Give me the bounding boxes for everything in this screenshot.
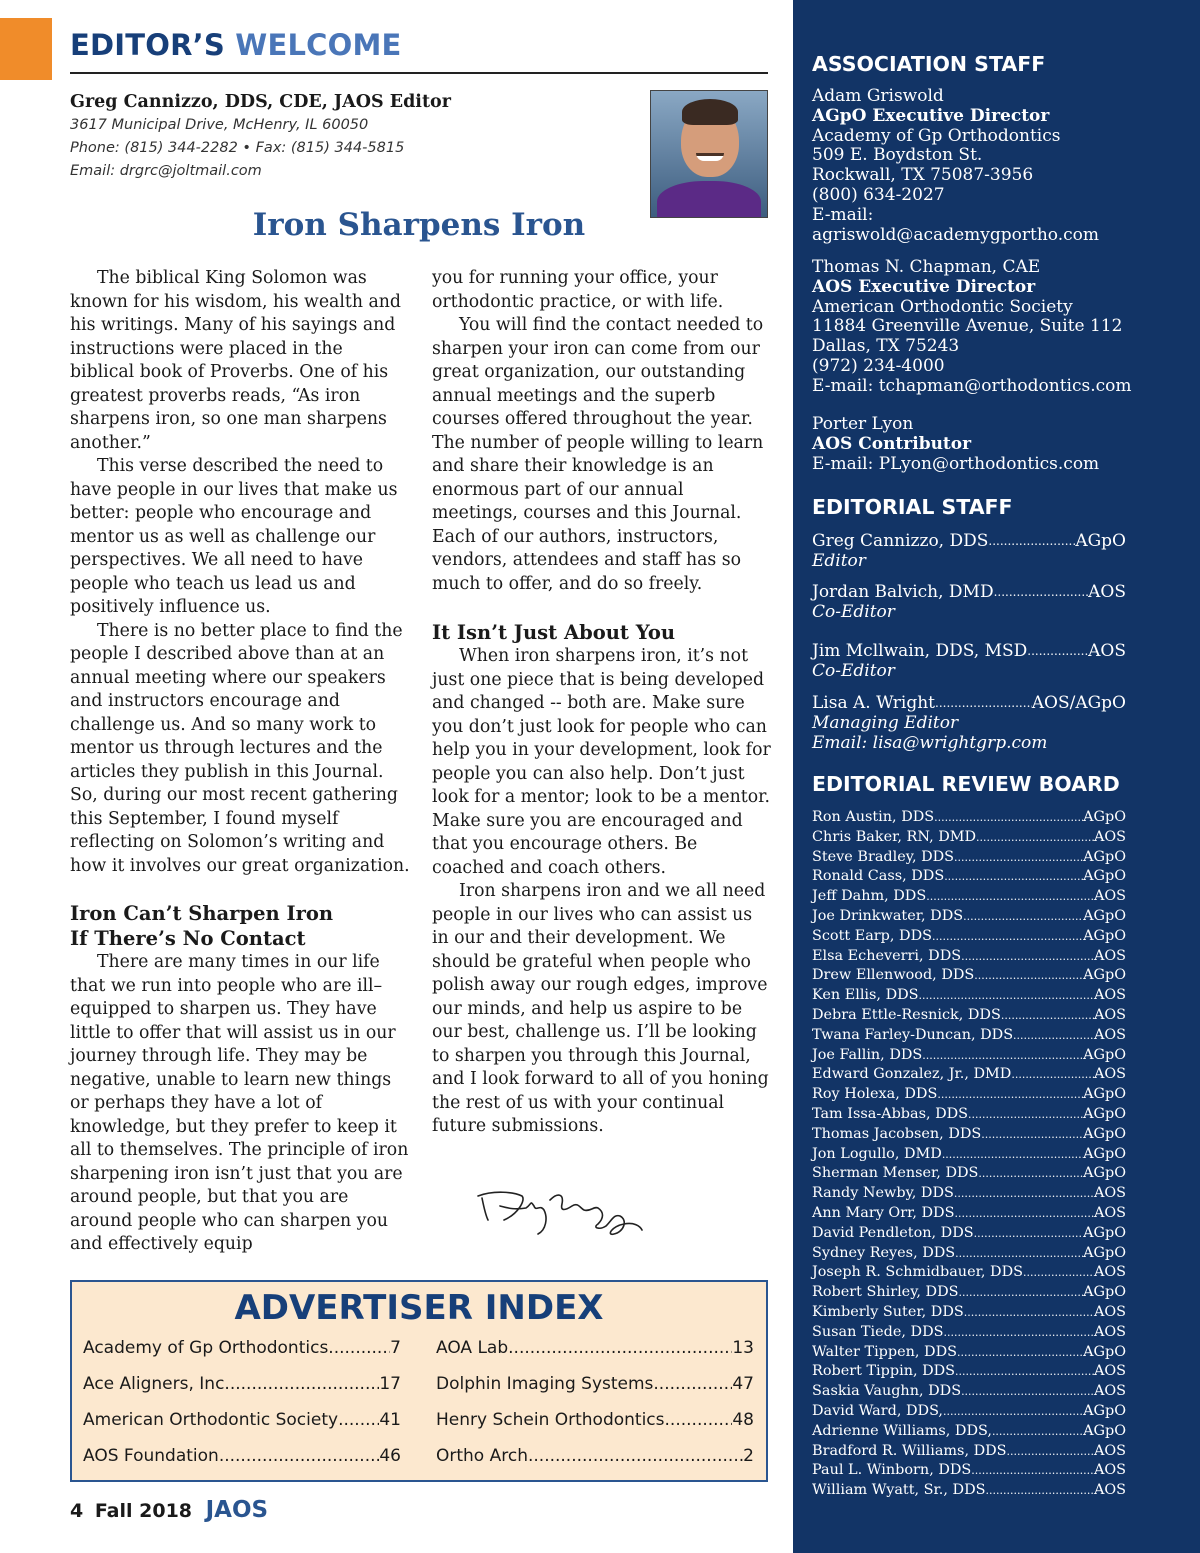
review-board-row — [812, 1125, 1126, 1145]
reviewer-name: Thomas Jacobsen, DDS — [812, 1125, 982, 1142]
page-number: 4 — [70, 1500, 84, 1522]
review-board-row — [812, 986, 1126, 1006]
reviewer-name: Steve Bradley, DDS — [812, 848, 955, 865]
staff-entry — [812, 415, 1192, 474]
subheading — [70, 901, 412, 951]
review-board-row — [812, 1184, 1126, 1204]
reviewer-org: AOS — [1093, 828, 1126, 845]
advertiser-name: AOA Lab — [436, 1338, 509, 1358]
review-board-row — [812, 1204, 1126, 1224]
editor-staff-role: Editor — [812, 551, 866, 571]
reviewer-org: AOS — [1093, 1185, 1126, 1202]
reviewer-org: AOS — [1093, 1006, 1126, 1023]
advertiser-page: 47 — [732, 1374, 754, 1394]
reviewer-org: AOS — [1093, 1066, 1126, 1083]
reviewer-org: AGpO — [1083, 907, 1126, 924]
reviewer-name: Scott Earp, DDS — [812, 927, 932, 944]
advertiser-index-title: ADVERTISER INDEX — [234, 1288, 604, 1328]
advertiser-page: 7 — [390, 1338, 401, 1358]
paragraph: You will find the contact needed to sharpen your iron can come from our great organization, our outstanding annual meetings and the superb courses offered throughout the year. The number of people willing to learn and share their knowledge is an enormous part of our annual meetings, courses and this Journal. Each of our authors, instructors, vendors, attendees and staff has so much to offer, and do so freely. — [432, 315, 764, 594]
staff-email: agriswold@academygportho.com — [812, 224, 1099, 245]
editor-staff-name: Greg Cannizzo, DDS — [812, 531, 989, 551]
advertiser-entry — [83, 1338, 401, 1358]
advertiser-page: 17 — [379, 1374, 401, 1394]
review-board-row — [812, 1343, 1126, 1363]
reviewer-name: Bradford R. Williams, DDS — [812, 1442, 1007, 1459]
advertiser-page: 48 — [732, 1410, 754, 1430]
advertiser-entry — [436, 1338, 754, 1358]
reviewer-org: AOS — [1093, 1462, 1126, 1479]
review-board-row — [812, 947, 1126, 967]
section-heading — [70, 28, 402, 62]
staff-title: AOS Executive Director — [812, 276, 1036, 297]
reviewer-name: Joe Fallin, DDS — [812, 1046, 923, 1063]
reviewer-org: AOS — [1093, 1204, 1126, 1221]
reviewer-org: AOS — [1093, 1323, 1126, 1340]
reviewer-org: AGpO — [1083, 1165, 1126, 1182]
review-board-row — [812, 1283, 1126, 1303]
reviewer-name: Paul L. Winborn, DDS — [812, 1462, 972, 1479]
paragraph: you for running your office, your orthodontic practice, or with life. — [432, 268, 724, 312]
review-board-row — [812, 1046, 1126, 1066]
review-board-row — [812, 1303, 1126, 1323]
reviewer-name: Robert Shirley, DDS — [812, 1284, 959, 1301]
advertiser-entry — [436, 1446, 754, 1466]
page-footer — [70, 1497, 268, 1523]
reviewer-org: AOS — [1093, 1442, 1126, 1459]
review-board-row — [812, 1164, 1126, 1184]
reviewer-name: Debra Ettle-Resnick, DDS — [812, 1006, 1001, 1023]
editor-staff-name: Jim Mcllwain, DDS, MSD — [812, 641, 1028, 661]
reviewer-org: AOS — [1093, 1383, 1126, 1400]
staff-phone: (800) 634-2027 — [812, 184, 945, 205]
review-board-row — [812, 1323, 1126, 1343]
reviewer-org: AOS — [1093, 947, 1126, 964]
staff-sidebar — [793, 0, 1200, 1553]
editor-name: Greg Cannizzo, DDS, CDE, JAOS Editor — [70, 92, 451, 112]
section-heading-word2: WELCOME — [235, 28, 402, 62]
editorial-staff-entry — [812, 531, 1126, 571]
reviewer-name: Walter Tippen, DDS — [812, 1343, 957, 1360]
editorial-staff-entry — [812, 693, 1126, 753]
review-board-heading: EDITORIAL REVIEW BOARD — [812, 772, 1120, 796]
reviewer-name: Ken Ellis, DDS — [812, 987, 919, 1004]
editor-staff-role: Co-Editor — [812, 661, 895, 681]
staff-title: AGpO Executive Director — [812, 105, 1050, 126]
review-board-row — [812, 907, 1126, 927]
advertiser-name: Academy of Gp Orthodontics — [83, 1338, 329, 1358]
staff-email-label: E-mail: — [812, 204, 874, 225]
reviewer-org: AGpO — [1083, 927, 1126, 944]
section-tab-marker — [0, 18, 52, 80]
reviewer-org: AGpO — [1083, 1125, 1126, 1142]
editor-staff-name: Lisa A. Wright — [812, 693, 936, 713]
reviewer-name: Randy Newby, DDS — [812, 1185, 954, 1202]
editorial-staff-entry — [812, 641, 1126, 681]
reviewer-name: Saskia Vaughn, DDS — [812, 1383, 962, 1400]
editor-staff-org: AOS — [1088, 641, 1126, 661]
reviewer-org: AGpO — [1083, 848, 1126, 865]
advertiser-entry — [83, 1410, 401, 1430]
editor-staff-org: AOS — [1088, 582, 1126, 602]
paragraph: There is no better place to find the people I described above than at an annual meeting where our speakers and instructors encourage and challenge us. And so many work to mentor us through lectures and the articles they publish in this Journal. So, during our most recent gathering this September, I found myself reflecting on Solomon’s writing and how it involves our great organization. — [70, 620, 410, 876]
editor-photo — [650, 90, 768, 218]
reviewer-org: AGpO — [1083, 1422, 1126, 1439]
staff-email: E-mail: PLyon@orthodontics.com — [812, 453, 1100, 474]
reviewer-name: Adrienne Williams, DDS, — [812, 1422, 992, 1439]
editorial-staff-heading: EDITORIAL STAFF — [812, 495, 1013, 519]
reviewer-name: David Ward, DDS, — [812, 1402, 943, 1419]
reviewer-name: Elsa Echeverri, DDS — [812, 947, 962, 964]
paragraph: Iron sharpens iron and we all need people in our lives who can assist us in our and their development. We should be grateful when people who polish away our rough edges, improve our minds, and help us aspire to be our best, challenge us. I’ll be looking to sharpen you through this Journal, and I look forward to all of you honing the rest of us with your continual future submissions. — [432, 881, 769, 1136]
editor-staff-name: Jordan Balvich, DMD — [812, 582, 994, 602]
paragraph: This verse described the need to have people in our lives that make us better: people who encourage and mentor us as well as challenge our perspectives. We all need to have people who teach us lead us and positively influence us. — [70, 456, 398, 617]
paragraph: There are many times in our life that we run into people who are ill–equipped to sharpen us. They have little to offer that will assist us in our journey through life. They may be negative, unable to learn new things or perhaps they have a lot of knowledge, but they prefer to keep it all to themselves. The principle of iron sharpening iron isn’t just that you are around people, but that you are around people who can sharpen you and effectively equip — [70, 952, 409, 1254]
reviewer-org: AGpO — [1083, 1086, 1126, 1103]
reviewer-org: AOS — [1093, 888, 1126, 905]
review-board-row — [812, 966, 1126, 986]
reviewer-org: AGpO — [1083, 1402, 1126, 1419]
review-board-row — [812, 1362, 1126, 1382]
reviewer-name: Roy Holexa, DDS — [812, 1086, 938, 1103]
staff-org: Academy of Gp Orthodontics — [812, 125, 1061, 146]
editor-staff-email: Email: lisa@wrightgrp.com — [812, 733, 1048, 753]
reviewer-org: AOS — [1093, 1264, 1126, 1281]
review-board-row — [812, 927, 1126, 947]
review-board-row — [812, 1224, 1126, 1244]
review-board-row — [812, 1145, 1126, 1165]
review-board-row — [812, 1422, 1126, 1442]
reviewer-name: Tam Issa-Abbas, DDS — [812, 1105, 969, 1122]
reviewer-name: Drew Ellenwood, DDS — [812, 967, 975, 984]
article-title: Iron Sharpens Iron — [252, 207, 586, 243]
reviewer-org: AOS — [1093, 1482, 1126, 1499]
section-heading-word1: EDITOR’S — [70, 28, 225, 62]
subheading-line: Iron Can’t Sharpen Iron — [70, 902, 334, 925]
staff-name: Adam Griswold — [812, 86, 944, 106]
reviewer-org: AGpO — [1083, 1145, 1126, 1162]
advertiser-page: 41 — [379, 1410, 401, 1430]
reviewer-org: AOS — [1093, 1363, 1126, 1380]
staff-phone: (972) 234-4000 — [812, 355, 945, 376]
editor-staff-org: AOS/AGpO — [1031, 693, 1126, 713]
staff-email: E-mail: tchapman@orthodontics.com — [812, 375, 1132, 396]
review-board-row — [812, 1105, 1126, 1125]
advertiser-entry — [436, 1410, 754, 1430]
reviewer-name: Edward Gonzalez, Jr., DMD — [812, 1066, 1012, 1083]
reviewer-name: William Wyatt, Sr., DDS — [812, 1482, 986, 1499]
reviewer-name: Robert Tippin, DDS — [812, 1363, 956, 1380]
reviewer-org: AGpO — [1083, 967, 1126, 984]
review-board-row — [812, 1065, 1126, 1085]
reviewer-org: AOS — [1093, 987, 1126, 1004]
reviewer-name: Sydney Reyes, DDS — [812, 1244, 956, 1261]
review-board-row — [812, 1263, 1126, 1283]
reviewer-org: AGpO — [1083, 1343, 1126, 1360]
advertiser-name: Henry Schein Orthodontics — [436, 1410, 665, 1430]
reviewer-name: Ann Mary Orr, DDS — [812, 1204, 955, 1221]
reviewer-name: Jon Logullo, DMD — [812, 1145, 942, 1162]
advertiser-page: 13 — [732, 1338, 754, 1358]
advertiser-page: 2 — [743, 1446, 754, 1466]
staff-title: AOS Contributor — [812, 433, 972, 454]
reviewer-name: David Pendleton, DDS — [812, 1224, 974, 1241]
reviewer-org: AGpO — [1083, 1224, 1126, 1241]
editor-phone: Phone: (815) 344-2282 • Fax: (815) 344-5815 — [70, 140, 405, 156]
staff-org: American Orthodontic Society — [812, 296, 1073, 317]
heading-divider — [70, 72, 768, 74]
editor-staff-role: Co-Editor — [812, 602, 895, 622]
staff-city: Rockwall, TX 75087-3956 — [812, 165, 1034, 186]
reviewer-name: Joseph R. Schmidbauer, DDS — [812, 1264, 1023, 1281]
editor-signature — [474, 1180, 649, 1240]
staff-entry — [812, 87, 1192, 245]
reviewer-org: AGpO — [1083, 1244, 1126, 1261]
staff-address: 11884 Greenville Avenue, Suite 112 — [812, 316, 1123, 337]
review-board-row — [812, 1402, 1126, 1422]
reviewer-name: Sherman Menser, DDS — [812, 1165, 979, 1182]
reviewer-org: AOS — [1093, 1026, 1126, 1043]
editor-email: Email: drgrc@joltmail.com — [70, 163, 262, 179]
advertiser-name: American Orthodontic Society — [83, 1410, 339, 1430]
issue-season: Fall 2018 — [94, 1500, 193, 1522]
paragraph: When iron sharpens iron, it’s not just one piece that is being developed and changed -- both are. Make sure you don’t just look for people who can help you in your development, look for people you can also help. Don’t just look for a mentor; look to be a mentor. Make sure you are encouraged and that you encourage others. Be coached and coach others. — [432, 646, 771, 878]
reviewer-org: AGpO — [1083, 809, 1126, 825]
advertiser-page: 46 — [379, 1446, 401, 1466]
review-board-row — [812, 867, 1126, 887]
review-board-row — [812, 1026, 1126, 1046]
advertiser-entry — [83, 1446, 401, 1466]
reviewer-org: AOS — [1093, 1303, 1126, 1320]
review-board-row — [812, 808, 1126, 828]
review-board-row — [812, 1006, 1126, 1026]
advertiser-entry — [83, 1374, 401, 1394]
review-board-row — [812, 848, 1126, 868]
reviewer-name: Kimberly Suter, DDS — [812, 1303, 964, 1320]
review-board-row — [812, 1085, 1126, 1105]
editor-staff-org: AGpO — [1075, 531, 1126, 551]
advertiser-entry — [436, 1374, 754, 1394]
editor-staff-role: Managing Editor — [812, 713, 959, 733]
association-staff-heading: ASSOCIATION STAFF — [812, 52, 1046, 76]
staff-name: Porter Lyon — [812, 414, 914, 434]
editorial-staff-entry — [812, 582, 1126, 622]
staff-address: 509 E. Boydston St. — [812, 145, 983, 166]
reviewer-name: Ronald Cass, DDS — [812, 868, 945, 885]
review-board-row — [812, 828, 1126, 848]
review-board-row — [812, 1481, 1126, 1501]
journal-name: JAOS — [205, 1497, 269, 1523]
advertiser-name: AOS Foundation — [83, 1446, 219, 1466]
reviewer-name: Twana Farley-Duncan, DDS — [812, 1026, 1014, 1043]
advertiser-index — [70, 1280, 768, 1482]
editor-contact — [70, 90, 640, 183]
subheading: It Isn’t Just About You — [432, 621, 676, 644]
review-board-row — [812, 1461, 1126, 1481]
reviewer-org: AGpO — [1083, 1105, 1126, 1122]
review-board-row — [812, 1382, 1126, 1402]
review-board-row — [812, 1244, 1126, 1264]
reviewer-name: Chris Baker, RN, DMD — [812, 828, 977, 845]
review-board-row — [812, 1442, 1126, 1462]
reviewer-org: AGpO — [1083, 1046, 1126, 1063]
staff-entry — [812, 258, 1192, 397]
paragraph: The biblical King Solomon was known for his wisdom, his wealth and his writings. Many of his sayings and instructions were placed in the biblical book of Proverbs. One of his greatest proverbs reads, “As iron sharpens iron, so one man sharpens another.” — [70, 268, 401, 453]
advertiser-name: Ortho Arch — [436, 1446, 528, 1466]
staff-name: Thomas N. Chapman, CAE — [812, 257, 1041, 277]
subheading-line: If There’s No Contact — [70, 927, 306, 950]
reviewer-name: Joe Drinkwater, DDS — [812, 907, 964, 924]
editor-address: 3617 Municipal Drive, McHenry, IL 60050 — [70, 117, 369, 133]
reviewer-name: Susan Tiede, DDS — [812, 1323, 944, 1340]
article-column-2 — [432, 267, 772, 1139]
review-board-row — [812, 887, 1126, 907]
reviewer-name: Jeff Dahm, DDS — [812, 888, 927, 905]
reviewer-name: Ron Austin, DDS — [812, 809, 935, 825]
review-board-list — [812, 808, 1126, 1501]
advertiser-name: Ace Aligners, Inc. — [83, 1374, 230, 1394]
advertiser-name: Dolphin Imaging Systems — [436, 1374, 654, 1394]
reviewer-org: AGpO — [1083, 868, 1126, 885]
staff-city: Dallas, TX 75243 — [812, 336, 960, 357]
article-column-1 — [70, 267, 412, 1257]
reviewer-org: AGpO — [1083, 1284, 1126, 1301]
